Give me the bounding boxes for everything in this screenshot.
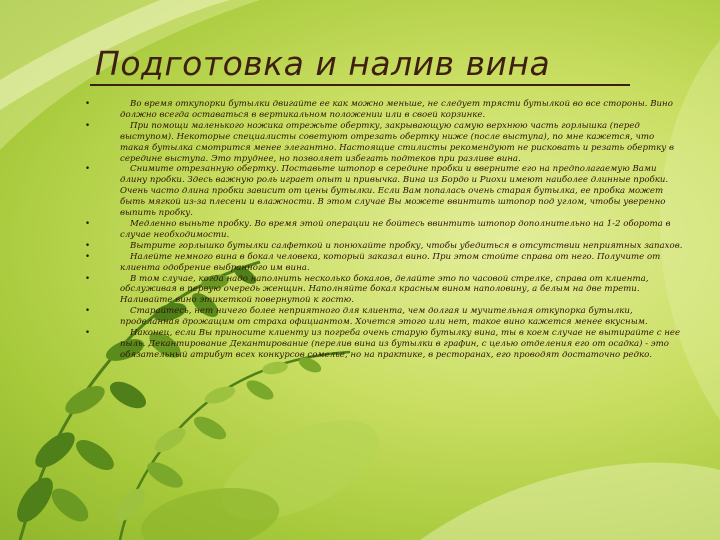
bullet-marker: • (85, 99, 91, 109)
bullet-marker: • (85, 120, 91, 131)
bullet-text: Медленно выньте пробку. Во время этой операции не бойтесь ввинтить штопор дополнительно на 1-2 оборота в случае необходимости. (120, 218, 671, 240)
bullet-text: Налейте немного вина в бокал человека, который заказал вино. При этом стойте справа от него. Получите от клиента одобрение выбранного им вина. (120, 251, 661, 273)
bullet-marker: • (85, 328, 91, 339)
slide-title: Подготовка и налив вина (95, 44, 551, 83)
bullet-marker: • (85, 273, 91, 284)
bullet-marker: • (85, 240, 91, 251)
bullet-item (85, 241, 685, 252)
bullet-item (85, 306, 685, 328)
bullet-item (85, 219, 685, 241)
bullet-item (85, 328, 685, 361)
bullet-marker: • (85, 306, 91, 317)
bullet-text: Наконец, если Вы приносите клиенту из погреба очень старую бутылку вина, ты в коем случае не вытирайте с нее пыль. Декантирование Декантирование (перелив вина из бутылки в графин, с целью отделения его от осадка) - это обязательный атрибут всех конкурсов сомелье, но на практике, в ресторанах, его проводят достаточно редко. (120, 328, 681, 360)
bullet-item (85, 164, 685, 219)
bullet-text: Во время откупорки бутылки двигайте ее как можно меньше, не следует трясти бутылкой во все стороны. Вино должно всегда оставаться в вертикальном положении или в своей корзинке. (120, 99, 673, 120)
bullet-item (85, 99, 685, 121)
bullet-marker: • (85, 251, 91, 262)
bullet-text: Старайтесь, нет ничего более неприятного для клиента, чем долгая и мучительная откупорка бутылки, проделанная дрожащим от страха официантом. Хочется этого или нет, такое вино кажется менее вкусным. (120, 306, 648, 328)
bullet-marker: • (85, 218, 91, 229)
bullet-item (85, 274, 685, 307)
bullet-text: При помощи маленького ножика отрежьте обертку, закрывающую самую верхнюю часть горлышка (перед выступом). Некоторые специалисты советуют отрезать обертку ниже (после выступа), по мне кажется, что такая бутылка смотрится менее элегантно. Настоящие стилисты рекомендуют не рисковать и резать обертку в середине выступа. Это труднее, но позволяет избегать подтеков при разливе вина. (120, 120, 674, 164)
bullet-text: Вытрите горлышко бутылки салфеткой и понюхайте пробку, чтобы убедиться в отсутствии неприятных запахов. (130, 240, 683, 251)
bullet-text: Снимите отрезанную обертку. Поставьте штопор в середине пробки и вверните его на предполагаемую Вами длину пробки. Здесь важную роль играет опыт и привычка. Вина из Бордо и Риохи имеют наиболее длинные пробки. Очень часто длина пробки зависит от цены бутылки. Если Вам попалась очень старая бутылка, ее пробка может быть мягкой из-за плесени и влажности. В этом случае Вы можете ввинтить штопор под углом, чтобы уверенно выпить пробку. (120, 164, 669, 219)
bullet-item (85, 252, 685, 274)
bullet-list (85, 99, 685, 361)
bullet-marker: • (85, 164, 91, 175)
bullet-item (85, 121, 685, 165)
title-underline (90, 84, 630, 86)
bullet-text: В том случае, когда надо наполнить несколько бокалов, делайте это по часовой стрелке, справа от клиента, обслуживая в первую очередь женщин. Наполняйте бокал красным вином наполовину, а белым на две трети. Наливайте вино этикеткой повернутой к гостю. (120, 273, 649, 306)
